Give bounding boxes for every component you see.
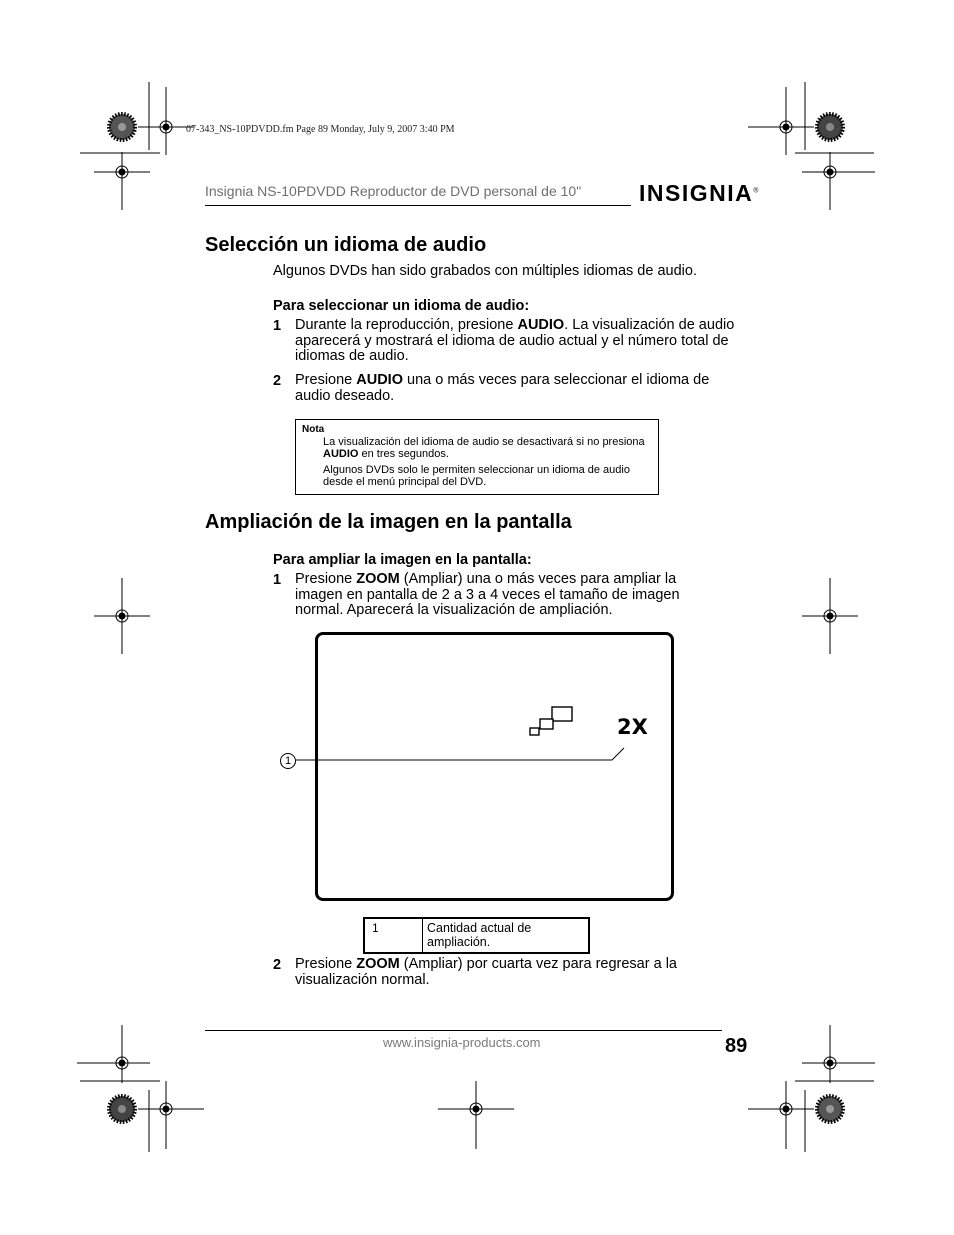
legend-description: Cantidad actual de ampliación.: [427, 921, 532, 949]
step-text-pre: Durante la reproducción, presione: [295, 317, 518, 333]
section-intro: Algunos DVDs han sido grabados con múltiples idiomas de audio.: [273, 263, 697, 279]
step-number: 1: [273, 572, 282, 588]
step-text: [295, 957, 723, 988]
zoom-level-label: 2X: [617, 715, 648, 739]
section-heading-zoom: Ampliación de la imagen en la pantalla: [205, 511, 572, 533]
step-text-post: (Ampliar) una o más veces para ampliar la imagen en pantalla de 2 a 3 a 4 veces el tamaño de imagen normal. Aparecerá la visualización de ampliación.: [295, 571, 680, 618]
section-heading-audio: Selección un idioma de audio: [205, 234, 487, 256]
procedure-title: Para seleccionar un idioma de audio:: [273, 298, 530, 314]
step-text-pre: Presione: [295, 372, 357, 388]
legend-divider: [422, 919, 423, 952]
procedure-title: Para ampliar la imagen en la pantalla:: [273, 552, 532, 568]
step-text-pre: Presione: [295, 956, 357, 972]
legend-number: 1: [372, 921, 379, 935]
key-name: AUDIO: [356, 372, 403, 388]
step-text-post: (Ampliar) por cuarta vez para regresar a la visualización normal.: [295, 956, 677, 988]
print-info: 07-343_NS-10PDVDD.fm Page 89 Monday, July 9, 2007 3:40 PM: [186, 124, 455, 135]
page-number: 89: [725, 1035, 748, 1057]
step-number: 2: [273, 957, 282, 973]
note-title: Nota: [302, 424, 325, 435]
step-number: 2: [273, 373, 282, 389]
registered-mark: ®: [753, 187, 759, 195]
footer-rule: [205, 1030, 722, 1031]
step-text-post: una o más veces para seleccionar el idioma de audio deseado.: [295, 372, 710, 404]
zoom-boxes-icon: [530, 707, 572, 735]
key-name: AUDIO: [517, 317, 565, 333]
note-paragraph: Algunos DVDs solo le permiten seleccionar un idioma de audio desde el menú principal del DVD.: [323, 464, 630, 488]
figure-legend-table: [363, 917, 590, 954]
logo-text: INSIGNIA: [639, 180, 754, 206]
key-name: ZOOM: [356, 571, 400, 587]
note-text: en tres segundos.: [358, 448, 449, 460]
key-name: ZOOM: [356, 956, 400, 972]
step-text-pre: Presione: [295, 571, 357, 587]
footer-url: www.insignia-products.com: [383, 1035, 541, 1050]
note-text: La visualización del idioma de audio se desactivará si no presiona: [323, 436, 645, 448]
step-text-post: . La visualización de audio aparecerá y mostrará el idioma de audio actual y el número total de idiomas de audio.: [295, 317, 735, 364]
step-number: 1: [273, 318, 282, 334]
header-title: Insignia NS-10PDVDD Reproductor de DVD personal de 10": [205, 183, 582, 199]
callout-line: [296, 748, 624, 760]
callout-number: 1: [280, 753, 296, 769]
key-name: AUDIO: [323, 448, 359, 460]
